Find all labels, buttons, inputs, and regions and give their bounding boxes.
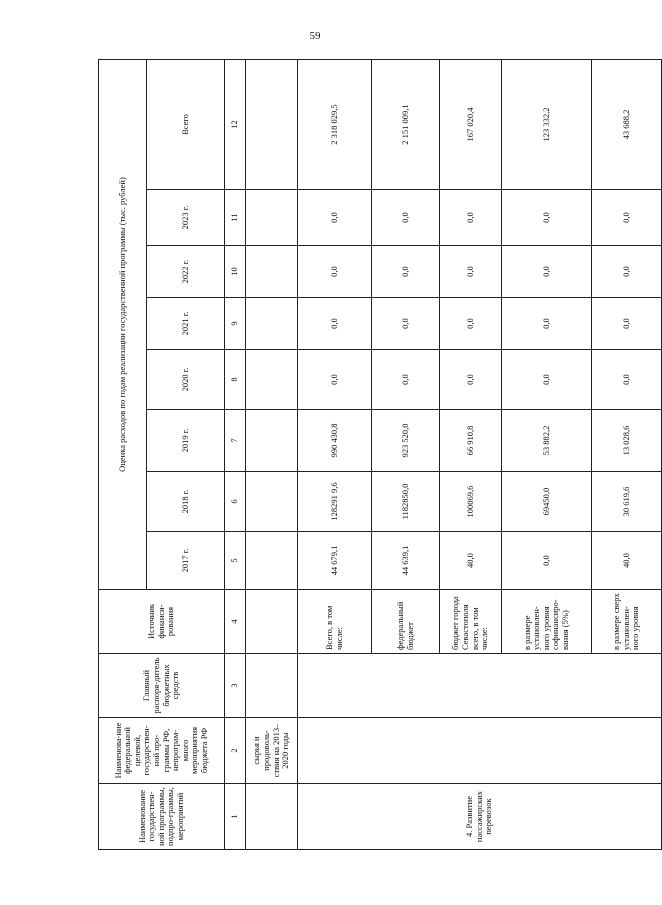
column-number: 5 [225,532,246,590]
value-2022: 0,0 [372,246,440,298]
value-total: 2 151 009,1 [372,60,440,190]
page-number: 59 [309,30,321,42]
column-number: 3 [225,654,246,718]
value-2023: 0,0 [502,190,592,246]
value-2019: 990 430,8 [298,410,372,472]
header-year-2020: 2020 г. [147,350,225,410]
empty-cell [298,654,662,718]
column-number: 7 [225,410,246,472]
value-2020: 0,0 [440,350,502,410]
funding-source: в размере сверх установлен-ного уровня [592,590,662,654]
column-number-row [225,60,246,850]
value-2017: 44 639,1 [372,532,440,590]
column-number: 9 [225,298,246,350]
empty-cell [246,190,298,246]
column-number: 10 [225,246,246,298]
column-number: 12 [225,60,246,190]
rotated-table-container [98,60,641,850]
header-year-2019: 2019 г. [147,410,225,472]
funding-source: в размере установлен-ного уровня софинансиро-вания (5%) [502,590,592,654]
value-2017: 0,0 [502,532,592,590]
empty-cell [246,472,298,532]
column-number: 1 [225,784,246,850]
empty-cell [246,532,298,590]
empty-cell [246,350,298,410]
empty-cell [246,410,298,472]
header-year-2021: 2021 г. [147,298,225,350]
value-2022: 0,0 [440,246,502,298]
value-2019: 923 520,0 [372,410,440,472]
column-number: 11 [225,190,246,246]
value-2021: 0,0 [592,298,662,350]
empty-cell [246,784,298,850]
value-2021: 0,0 [298,298,372,350]
value-2021: 0,0 [372,298,440,350]
previous-row-federal-program: сырья и продоволь-ствия на 2013–2020 годы [246,718,298,784]
empty-cell [246,60,298,190]
header-year-2023: 2023 г. [147,190,225,246]
empty-cell [246,246,298,298]
funding-source: бюджет города Севастополя всего, в том числе: [440,590,502,654]
header-budget-manager: Главный распоря-дитель бюджетных средств [99,654,225,718]
empty-cell [298,718,662,784]
column-number: 4 [225,590,246,654]
value-2019: 13 028,6 [592,410,662,472]
empty-cell [246,590,298,654]
value-2018: 128291 9,6 [298,472,372,532]
value-2019: 53 882,2 [502,410,592,472]
empty-cell [246,654,298,718]
value-2023: 0,0 [372,190,440,246]
value-2021: 0,0 [440,298,502,350]
header-total: Всего [147,60,225,190]
header-federal-program: Наименова-ние федеральной целевой, государствен-ной про-граммы РФ, непрограм-много мероприятия бюджета РФ [99,718,225,784]
header-estimate: Оценка расходов по годам реализации государственной программы (тыс. рублей) [99,60,147,590]
value-2020: 0,0 [592,350,662,410]
value-2020: 0,0 [298,350,372,410]
value-2017: 40,0 [592,532,662,590]
header-program-name: Наименование государствен-ной программы, подпро-граммы, мероприятий [99,784,225,850]
value-total: 123 332,2 [502,60,592,190]
value-2021: 0,0 [502,298,592,350]
value-2023: 0,0 [592,190,662,246]
value-total: 43 688,2 [592,60,662,190]
value-2018: 100069,6 [440,472,502,532]
funding-source: Всего, в том числе: [298,590,372,654]
value-2023: 0,0 [298,190,372,246]
value-2022: 0,0 [298,246,372,298]
value-total: 167 020,4 [440,60,502,190]
value-2022: 0,0 [502,246,592,298]
value-2022: 0,0 [592,246,662,298]
value-2020: 0,0 [502,350,592,410]
value-2020: 0,0 [372,350,440,410]
column-number: 8 [225,350,246,410]
column-number: 2 [225,718,246,784]
value-total: 2 318 029,5 [298,60,372,190]
table-row [298,60,372,850]
value-2018: 69450,0 [502,472,592,532]
funding-source: федеральный бюджет [372,590,440,654]
column-number: 6 [225,472,246,532]
empty-cell [246,298,298,350]
header-year-2022: 2022 г. [147,246,225,298]
value-2019: 66 910,8 [440,410,502,472]
header-funding-source: Источник финанси-рования [99,590,225,654]
value-2017: 40,0 [440,532,502,590]
program-name: 4. Развитие пассажирских перевозок [298,784,662,850]
value-2023: 0,0 [440,190,502,246]
header-year-2018: 2018 г. [147,472,225,532]
header-year-2017: 2017 г. [147,532,225,590]
budget-table [98,59,662,850]
value-2018: 1182850,0 [372,472,440,532]
value-2018: 30 619,6 [592,472,662,532]
value-2017: 44 679,1 [298,532,372,590]
table-row [246,60,298,850]
